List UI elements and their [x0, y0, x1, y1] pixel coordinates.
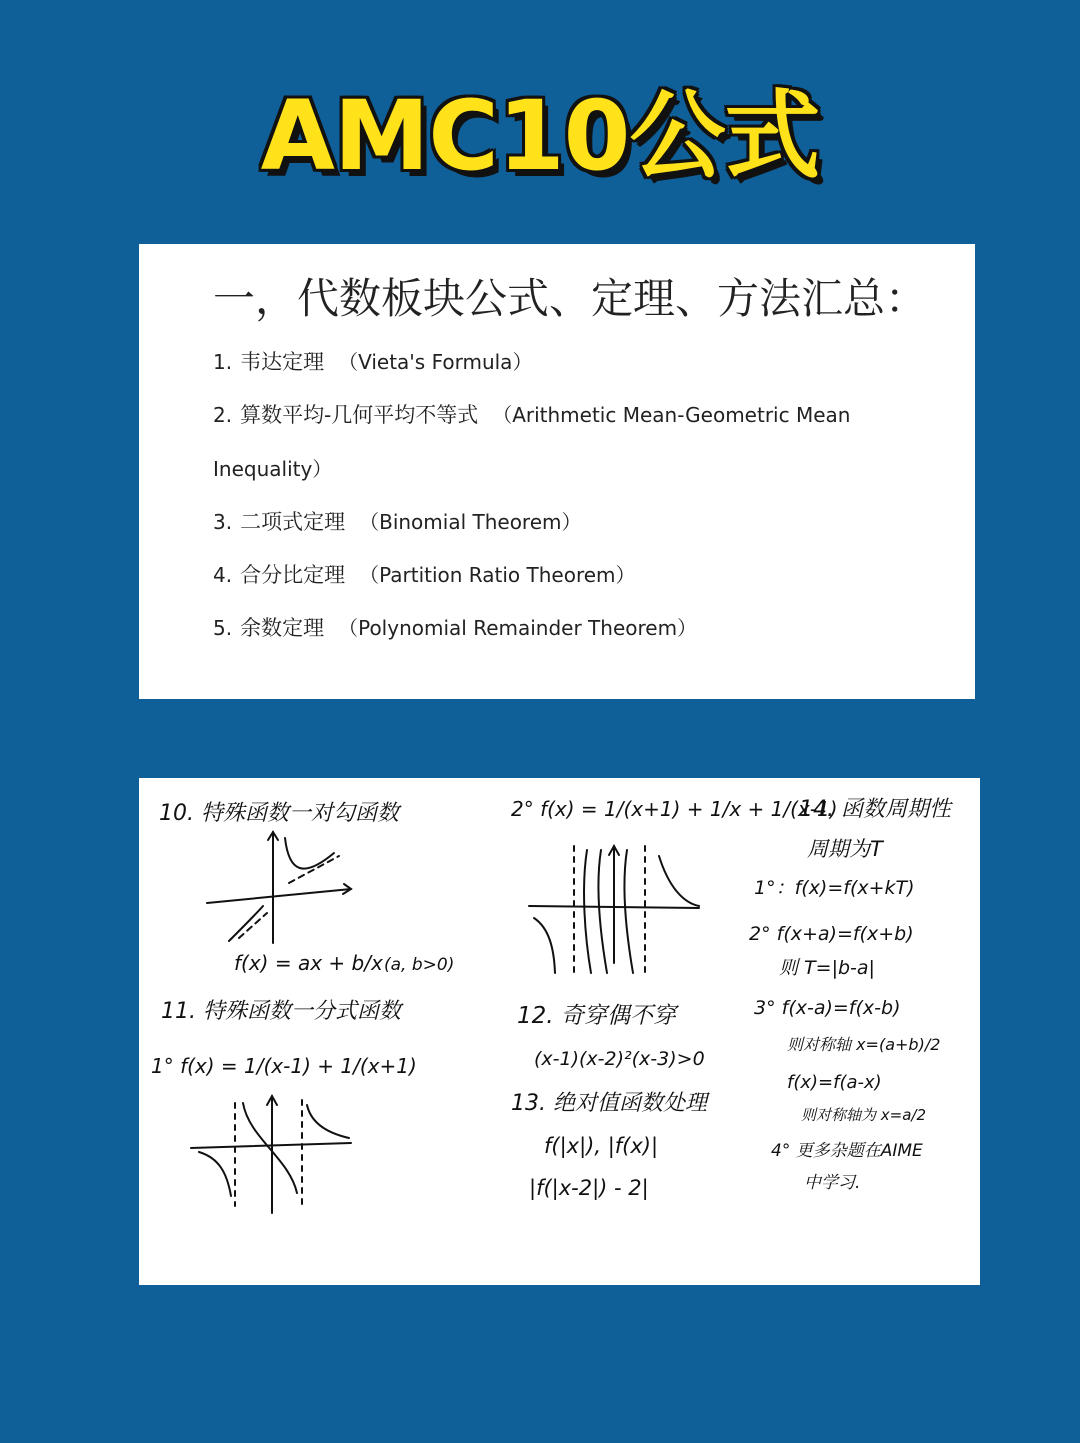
item-number: 4.: [213, 563, 233, 587]
item-number: 5.: [213, 616, 233, 640]
item-chinese: 合分比定理: [240, 563, 346, 587]
note-14-p3c: f(x)=f(a-x): [787, 1072, 882, 1093]
note-14-label: 14. 函数周期性: [799, 797, 951, 822]
list-item-continuation: Inequality）: [213, 457, 333, 481]
note-10-condition: (a, b>0): [384, 955, 455, 975]
note-14-p1: 1°：f(x)=f(x+kT): [754, 877, 915, 899]
section-heading: 一，代数板块公式、定理、方法汇总：: [213, 274, 928, 323]
algebra-summary-card: [139, 244, 975, 699]
graph-double-tick: [207, 832, 351, 943]
list-item: [213, 612, 697, 642]
item-chinese: 韦达定理: [240, 350, 325, 374]
item-english: （Polynomial Remainder Theorem）: [338, 616, 698, 640]
note-14-p4: 4° 更多杂题在AIME: [771, 1141, 923, 1161]
note-14-p3d: 则对称轴为 x=a/2: [801, 1106, 927, 1124]
item-chinese: 二项式定理: [240, 510, 346, 534]
item-number: 2.: [213, 403, 233, 427]
list-item: [213, 506, 582, 536]
item-chinese: 算数平均-几何平均不等式: [240, 403, 479, 427]
graph-three-asymptotes: [529, 846, 699, 973]
list-item: [213, 399, 850, 429]
note-14-period: 周期为T: [807, 837, 883, 861]
note-11-label: 11. 特殊函数一分式函数: [161, 999, 401, 1024]
note-12-label: 12. 奇穿偶不穿: [517, 1003, 676, 1029]
item-chinese: 余数定理: [240, 616, 325, 640]
handwritten-notes-card: [139, 778, 980, 1285]
item-english: （Arithmetic Mean-Geometric Mean: [492, 403, 851, 427]
list-item: [213, 346, 532, 376]
item-english: （Vieta's Formula）: [338, 350, 533, 374]
note-13-line2: |f(|x-2|) - 2|: [529, 1176, 649, 1200]
note-10-label: 10. 特殊函数一对勾函数: [159, 801, 399, 826]
note-13-label: 13. 绝对值函数处理: [511, 1091, 707, 1116]
note-2-formula: 2° f(x) = 1/(x+1) + 1/x + 1/(x-1): [511, 797, 838, 821]
note-14-p3b: 则对称轴 x=(a+b)/2: [787, 1035, 941, 1054]
item-number: 1.: [213, 350, 233, 374]
note-14-p3: 3° f(x-a)=f(x-b): [754, 997, 901, 1019]
note-11-formula: 1° f(x) = 1/(x-1) + 1/(x+1): [151, 1054, 417, 1078]
page-title: AMC10公式: [260, 80, 820, 192]
handwritten-notes: [139, 778, 980, 1285]
note-14-p2: 2° f(x+a)=f(x+b): [749, 923, 914, 945]
note-14-p2b: 则 T=|b-a|: [779, 957, 875, 979]
list-item: [213, 559, 636, 589]
item-english: （Binomial Theorem）: [359, 510, 582, 534]
note-13-line1: f(|x|), |f(x)|: [544, 1134, 659, 1158]
note-12-formula: (x-1)(x-2)²(x-3)>0: [534, 1048, 705, 1070]
item-number: 3.: [213, 510, 233, 534]
note-14-p4b: 中学习.: [804, 1173, 861, 1193]
graph-fractional: [191, 1096, 351, 1213]
note-10-formula: f(x) = ax + b/x: [234, 951, 383, 975]
item-english: （Partition Ratio Theorem）: [359, 563, 636, 587]
